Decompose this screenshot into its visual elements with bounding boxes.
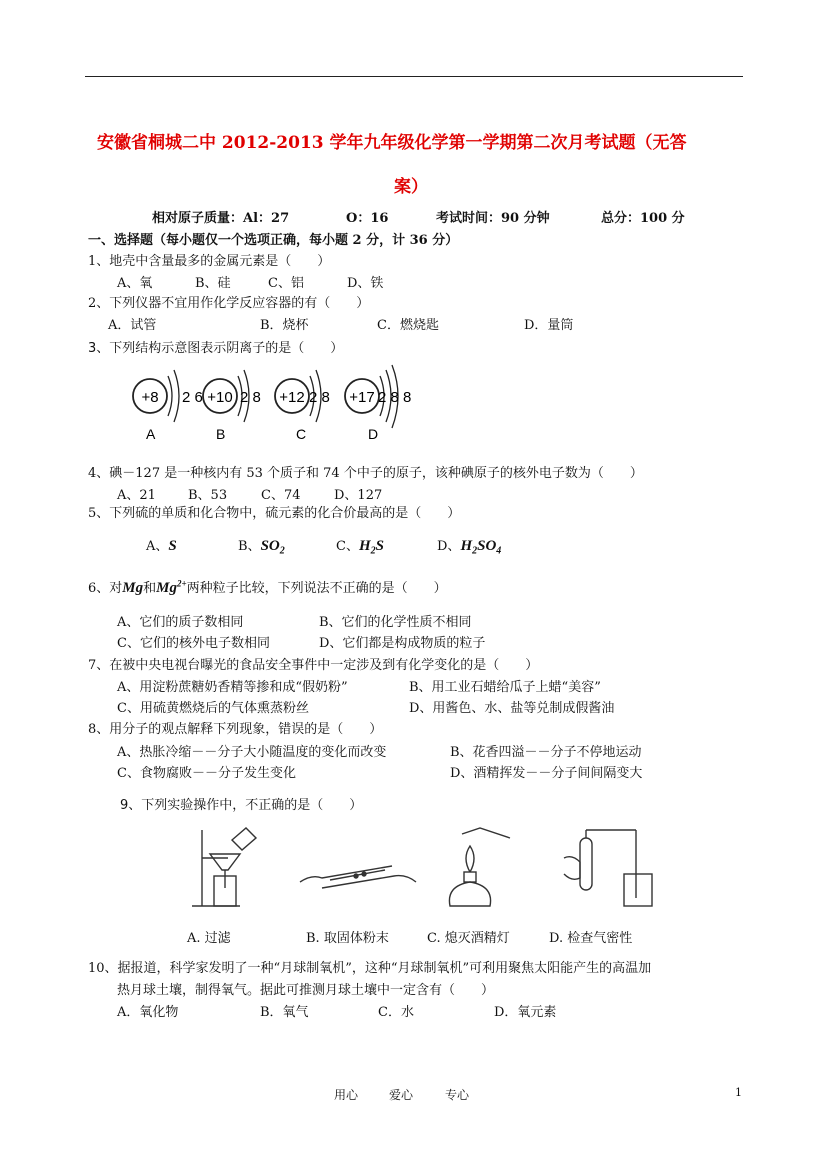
footer-motto-3: 专心 [445,1088,470,1102]
info-o: O：16 [346,211,389,226]
q1-opt-a: A、氧 [117,276,153,291]
atomic-structure-diagrams [120,362,420,444]
formula-s: S [168,538,177,554]
atom-diagram-c [275,370,330,442]
q6-opt-d: D、它们都是构成物质的粒子 [319,636,486,651]
q5-label-b: B、 [238,539,261,554]
q4-opt-d: D、127 [334,488,383,503]
q5-opt-c [336,535,384,557]
atom-a-label: A [146,426,156,442]
q6-stem [88,577,447,597]
page-number: 1 [735,1086,742,1099]
q6-post: 两种粒子比较，下列说法不正确的是（ ） [186,581,447,596]
q1-opt-c: C、铝 [268,276,304,291]
q6-mg-ion: Mg [156,580,177,596]
q1-opt-d: D、铁 [347,276,384,291]
q5-opt-b [238,535,285,557]
header-rule [85,76,743,77]
alcohol-lamp-figure [449,828,510,906]
q7-opt-b: B、用工业石蜡给瓜子上蜡“美容” [409,680,601,695]
q4-opt-c: C、74 [261,488,301,503]
q9-caption-b: B. 取固体粉末 [306,931,389,946]
atom-d-nucleus: +17 [349,389,375,406]
atom-c-nucleus: +12 [279,389,305,406]
doc-title-line1: 安徽省桐城二中 2012-2013 学年九年级化学第一学期第二次月考试题（无答 [97,133,687,153]
q10-opt-d: D．氧元素 [494,1005,557,1020]
formula-h2s-s: S [375,538,384,554]
q9-stem: 9、下列实验操作中，不正确的是（ ） [120,798,363,813]
q9-caption-d: D. 检查气密性 [549,931,633,946]
atom-diagram-d [345,365,411,442]
formula-so2-base: SO [260,538,280,554]
formula-h2so4-h: H [460,538,473,554]
q10-opt-a: A．氧化物 [117,1005,179,1020]
q1-opt-b: B、硅 [195,276,231,291]
q8-opt-c: C、食物腐败－－分子发生变化 [117,766,296,781]
q2-opt-d: D．量筒 [524,318,574,333]
q10-opt-b: B．氧气 [260,1005,309,1020]
q7-opt-a: A、用淀粉蔗糖奶香精等掺和成“假奶粉” [117,680,348,695]
formula-h2s-sub: 2 [370,545,376,557]
info-atomic-mass: 相对原子质量：Al：27 [152,211,290,226]
q6-pre: 6、对 [88,581,123,596]
q6-opt-c: C、它们的核外电子数相同 [117,636,270,651]
q2-opt-a: A．试管 [108,318,157,333]
q10-opt-c: C．水 [378,1005,414,1020]
q7-opt-c: C、用硫黄燃烧后的气体熏蒸粉丝 [117,701,309,716]
q6-opt-b: B、它们的化学性质不相同 [319,615,472,630]
atom-diagram-a [133,370,203,442]
formula-h2s-h: H [358,538,371,554]
atom-d-shells: 2 8 8 [378,389,412,406]
info-time: 考试时间：90 分钟 [436,211,550,226]
atom-b-label: B [216,426,226,442]
q6-charge: 2+ [176,578,187,589]
q2-opt-b: B．烧杯 [260,318,309,333]
q8-opt-b: B、花香四溢－－分子不停地运动 [450,745,642,760]
atom-c-shells: 2 8 [309,389,330,406]
q5-opt-d [437,535,501,557]
q9-caption-a: A. 过滤 [187,931,231,946]
atom-a-nucleus: +8 [141,389,159,406]
q10-line2: 热月球土壤，制得氧气。据此可推测月球土壤中一定含有（ ） [117,983,495,998]
q5-label-a: A、 [146,539,169,554]
q2-opt-c: C．燃烧匙 [377,318,439,333]
q6-opt-a: A、它们的质子数相同 [117,615,244,630]
q3-stem: 3、下列结构示意图表示阴离子的是（ ） [88,341,344,356]
q5-label-c: C、 [336,539,359,554]
q5-opt-a [146,535,177,555]
atom-b-shells: 2 8 [240,389,261,406]
q8-stem: 8、用分子的观点解释下列现象，错误的是（ ） [88,722,383,737]
atom-d-label: D [368,426,379,442]
q1-stem: 1、地壳中含量最多的金属元素是（ ） [88,254,331,269]
q2-stem: 2、下列仪器不宜用作化学反应容器的有（ ） [88,296,370,311]
q10-line1: 10、据报道，科学家发明了一种“月球制氧机”，这种“月球制氧机”可利用聚焦太阳能产生的高温加 [88,961,652,976]
formula-h2so4-sub4: 4 [496,545,502,557]
solid-powder-figure [300,866,416,888]
q9-caption-c: C. 熄灭酒精灯 [427,931,510,946]
section-heading: 一、选择题（每小题仅一个选项正确，每小题 2 分，计 36 分） [88,233,459,248]
doc-title-line2: 案） [394,177,428,197]
footer-motto-1: 用心 [334,1088,359,1102]
airtightness-figure [564,830,652,906]
q8-opt-a: A、热胀冷缩－－分子大小随温度的变化而改变 [117,745,387,760]
atom-c-label: C [296,426,307,442]
q4-opt-a: A、21 [117,488,156,503]
q6-and: 和 [143,581,157,596]
footer-motto-2: 爱心 [389,1088,414,1102]
q5-label-d: D、 [437,539,461,554]
formula-so2-sub: 2 [279,545,285,557]
q5-stem: 5、下列硫的单质和化合物中，硫元素的化合价最高的是（ ） [88,506,461,521]
formula-h2so4-so: SO [477,538,497,554]
atom-b-nucleus: +10 [207,389,233,406]
atom-diagram-b [203,370,261,442]
q8-opt-d: D、酒精挥发－－分子间间隔变大 [450,766,643,781]
formula-h2so4-sub2: 2 [472,545,478,557]
q4-stem: 4、碘－127 是一种核内有 53 个质子和 74 个中子的原子，该种碘原子的核外电子数为（ ） [88,466,643,481]
q4-opt-b: B、53 [188,488,228,503]
q7-opt-d: D、用酱色、水、盐等兑制成假酱油 [409,701,615,716]
q6-mg: Mg [122,580,144,596]
q7-stem: 7、在被中央电视台曝光的食品安全事件中一定涉及到有化学变化的是（ ） [88,658,539,673]
atom-a-shells: 2 6 [182,389,203,406]
info-score: 总分：100 分 [601,211,685,226]
filtration-figure [192,828,256,906]
